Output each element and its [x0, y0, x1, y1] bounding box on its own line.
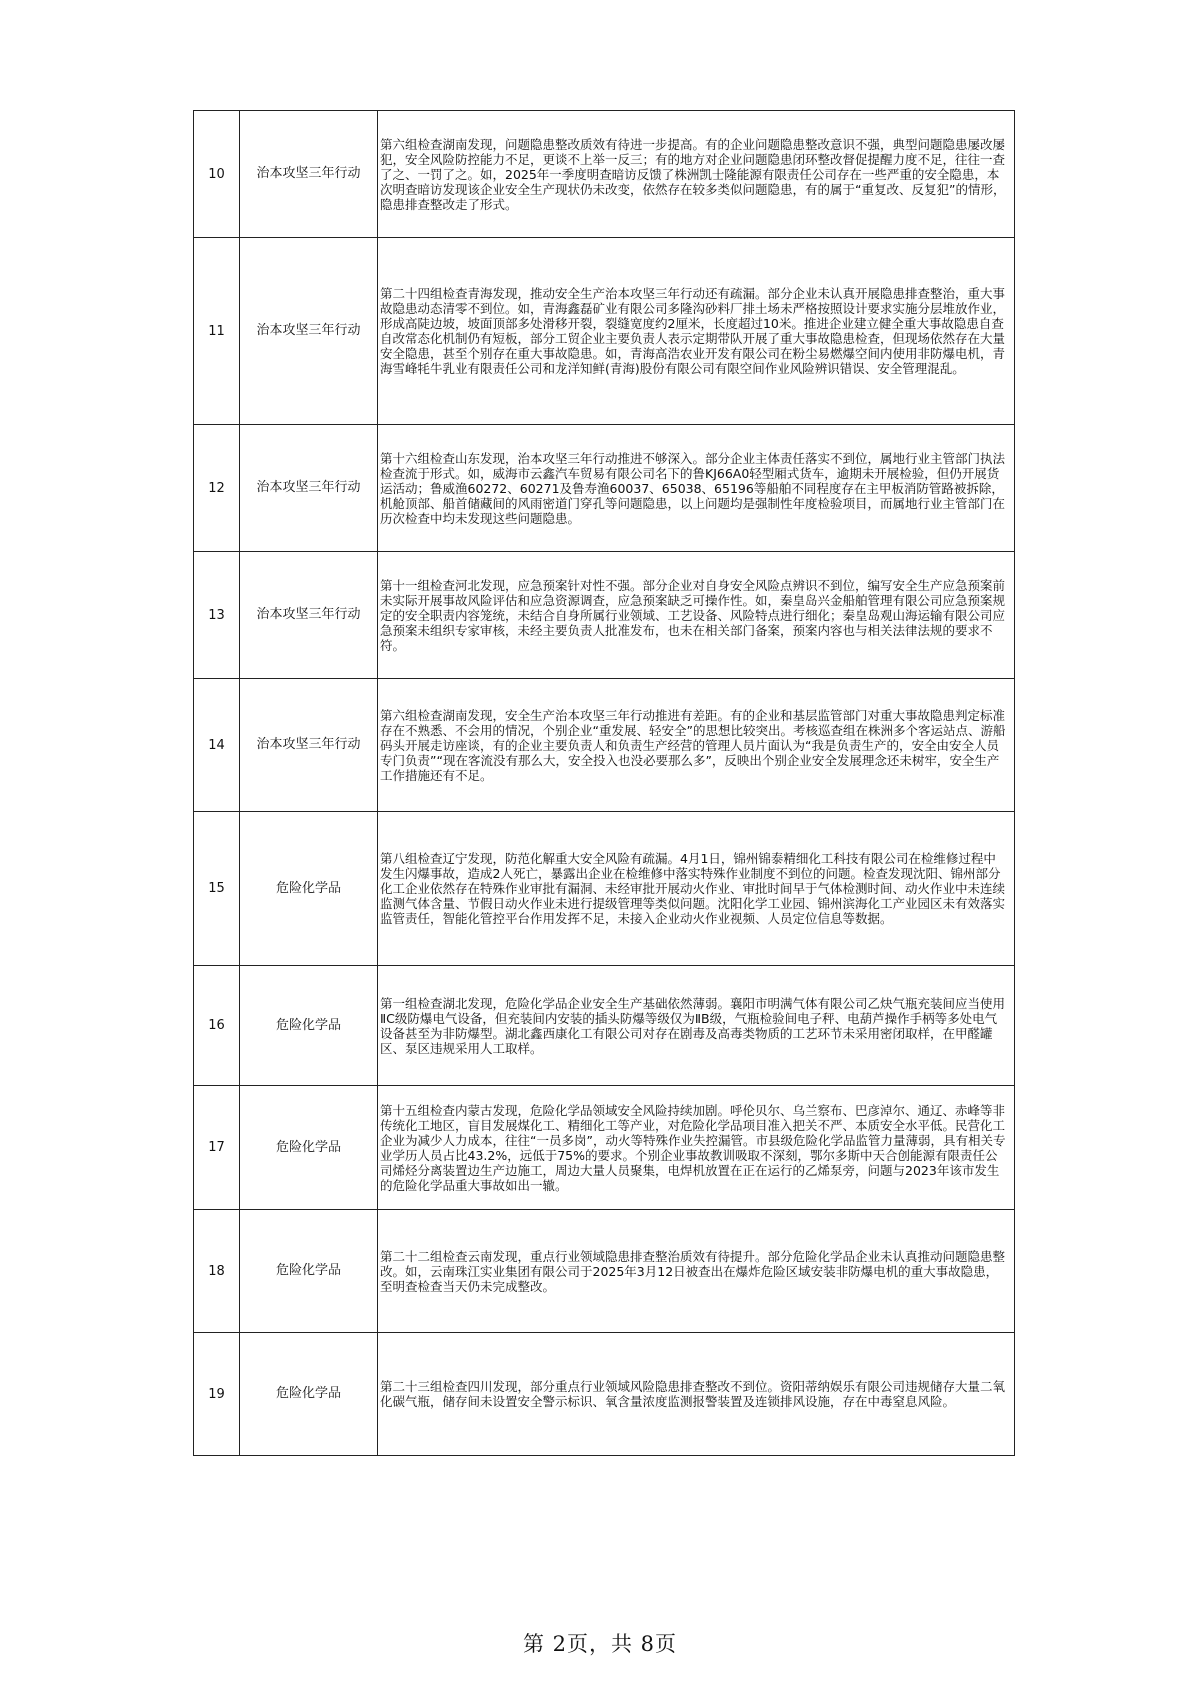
findings-table [193, 110, 1015, 1456]
table-row [194, 1086, 1015, 1210]
row-number: 15 [194, 812, 240, 966]
row-category: 危险化学品 [240, 1210, 378, 1333]
row-category: 治本攻坚三年行动 [240, 425, 378, 552]
row-category: 治本攻坚三年行动 [240, 552, 378, 679]
row-number: 17 [194, 1086, 240, 1210]
row-category: 治本攻坚三年行动 [240, 111, 378, 238]
row-description: 第二十二组检查云南发现，重点行业领域隐患排查整治质效有待提升。部分危险化学品企业未认真推动问题隐患整改。如，云南珠江实业集团有限公司于2025年3月12日被查出在爆炸危险区域安装非防爆电机的重大事故隐患，至明查检查当天仍未完成整改。 [378, 1210, 1015, 1333]
row-number: 19 [194, 1333, 240, 1456]
row-number: 11 [194, 238, 240, 425]
row-description: 第十五组检查内蒙古发现，危险化学品领域安全风险持续加剧。呼伦贝尔、乌兰察布、巴彦淖尔、通辽、赤峰等非传统化工地区，盲目发展煤化工、精细化工等产业，对危险化学品项目准入把关不严、本质安全水平低。民营化工企业为减少人力成本，往往“一员多岗”，动火等特殊作业失控漏管。市县级危险化学品监管力量薄弱，具有相关专业学历人员占比43.2%，远低于75%的要求。个别企业事故教训吸取不深刻，鄂尔多斯中天合创能源有限责任公司烯烃分离装置边生产边施工，周边大量人员聚集，电焊机放置在正在运行的乙烯泵旁，问题与2023年该市发生的危险化学品重大事故如出一辙。 [378, 1086, 1015, 1210]
row-number: 10 [194, 111, 240, 238]
table-row [194, 679, 1015, 812]
row-category: 危险化学品 [240, 1086, 378, 1210]
row-category: 危险化学品 [240, 966, 378, 1086]
row-category: 危险化学品 [240, 1333, 378, 1456]
page-number: 第 2页，共 8页 [522, 1632, 678, 1656]
row-category: 治本攻坚三年行动 [240, 238, 378, 425]
table-row [194, 238, 1015, 425]
table-row [194, 1210, 1015, 1333]
row-number: 18 [194, 1210, 240, 1333]
row-description: 第六组检查湖南发现，安全生产治本攻坚三年行动推进有差距。有的企业和基层监管部门对重大事故隐患判定标准存在不熟悉、不会用的情况，个别企业“重发展、轻安全”的思想比较突出。考核巡查组在株洲多个客运站点、游船码头开展走访座谈，有的企业主要负责人和负责生产经营的管理人员片面认为“我是负责生产的，安全由安全人员专门负责”“现在客流没有那么大，安全投入也没必要那么多”，反映出个别企业安全发展理念还未树牢，安全生产工作措施还有不足。 [378, 679, 1015, 812]
row-description: 第十一组检查河北发现，应急预案针对性不强。部分企业对自身安全风险点辨识不到位，编写安全生产应急预案前未实际开展事故风险评估和应急资源调查，应急预案缺乏可操作性。如，秦皇岛兴金船舶管理有限公司应急预案规定的安全职责内容笼统，未结合自身所属行业领域、工艺设备、风险特点进行细化；秦皇岛观山海运输有限公司应急预案未组织专家审核，未经主要负责人批准发布，也未在相关部门备案，预案内容也与相关法律法规的要求不符。 [378, 552, 1015, 679]
row-number: 14 [194, 679, 240, 812]
row-description: 第八组检查辽宁发现，防范化解重大安全风险有疏漏。4月1日，锦州锦泰精细化工科技有限公司在检维修过程中发生闪爆事故，造成2人死亡，暴露出企业在检维修中落实特殊作业制度不到位的问题。检查发现沈阳、锦州部分化工企业依然存在特殊作业审批有漏洞、未经审批开展动火作业、审批时间早于气体检测时间、动火作业中未连续监测气体含量、节假日动火作业未进行提级管理等类似问题。沈阳化学工业园、锦州滨海化工产业园区未有效落实监管责任，智能化管控平台作用发挥不足，未接入企业动火作业视频、人员定位信息等数据。 [378, 812, 1015, 966]
row-category: 治本攻坚三年行动 [240, 679, 378, 812]
row-description: 第十六组检查山东发现，治本攻坚三年行动推进不够深入。部分企业主体责任落实不到位，属地行业主管部门执法检查流于形式。如，威海市云鑫汽车贸易有限公司名下的鲁KJ66A0轻型厢式货车，逾期未开展检验，但仍开展货运活动；鲁威渔60272、60271及鲁寿渔60037、65038、65196等船舶不同程度存在主甲板消防管路被拆除，机舱顶部、船首储藏间的风雨密道门穿孔等问题隐患，以上问题均是强制性年度检验项目，而属地行业主管部门在历次检查中均未发现这些问题隐患。 [378, 425, 1015, 552]
table-row [194, 552, 1015, 679]
row-description: 第二十三组检查四川发现，部分重点行业领域风险隐患排查整改不到位。资阳蒂纳娱乐有限公司违规储存大量二氧化碳气瓶，储存间未设置安全警示标识、氧含量浓度监测报警装置及连锁排风设施，存在中毒窒息风险。 [378, 1333, 1015, 1456]
row-description: 第六组检查湖南发现，问题隐患整改质效有待进一步提高。有的企业问题隐患整改意识不强，典型问题隐患屡改屡犯，安全风险防控能力不足，更谈不上举一反三；有的地方对企业问题隐患闭环整改督促提醒力度不足，往往一查了之、一罚了之。如，2025年一季度明查暗访反馈了株洲凯士隆能源有限责任公司存在一些严重的安全隐患，本次明查暗访发现该企业安全生产现状仍未改变，依然存在较多类似问题隐患，有的属于“重复改、反复犯”的情形，隐患排查整改走了形式。 [378, 111, 1015, 238]
row-description: 第二十四组检查青海发现，推动安全生产治本攻坚三年行动还有疏漏。部分企业未认真开展隐患排查整治，重大事故隐患动态清零不到位。如，青海鑫磊矿业有限公司多隆沟砂料厂排土场未严格按照设计要求实施分层堆放作业，形成高陡边坡，坡面顶部多处滑移开裂，裂缝宽度约2厘米，长度超过10米。推进企业建立健全重大事故隐患自查自改常态化机制仍有短板，部分工贸企业主要负责人表示定期带队开展了重大事故隐患检查，但现场依然存在大量安全隐患，甚至个别存在重大事故隐患。如，青海高浩农业开发有限公司在粉尘易燃爆空间内使用非防爆电机，青海雪峰牦牛乳业有限责任公司和龙洋知鲜(青海)股份有限公司有限空间作业风险辨识错误、安全管理混乱。 [378, 238, 1015, 425]
row-number: 12 [194, 425, 240, 552]
table-row [194, 111, 1015, 238]
table-row [194, 812, 1015, 966]
table-row [194, 1333, 1015, 1456]
row-number: 13 [194, 552, 240, 679]
row-number: 16 [194, 966, 240, 1086]
row-description: 第一组检查湖北发现，危险化学品企业安全生产基础依然薄弱。襄阳市明满气体有限公司乙炔气瓶充装间应当使用ⅡC级防爆电气设备，但充装间内安装的插头防爆等级仅为ⅡB级，气瓶检验间电子秤、电葫芦操作手柄等多处电气设备甚至为非防爆型。湖北鑫西康化工有限公司对存在剧毒及高毒类物质的工艺环节未采用密闭取样，在甲醛罐区、泵区违规采用人工取样。 [378, 966, 1015, 1086]
table-row [194, 966, 1015, 1086]
table-row [194, 425, 1015, 552]
row-category: 危险化学品 [240, 812, 378, 966]
